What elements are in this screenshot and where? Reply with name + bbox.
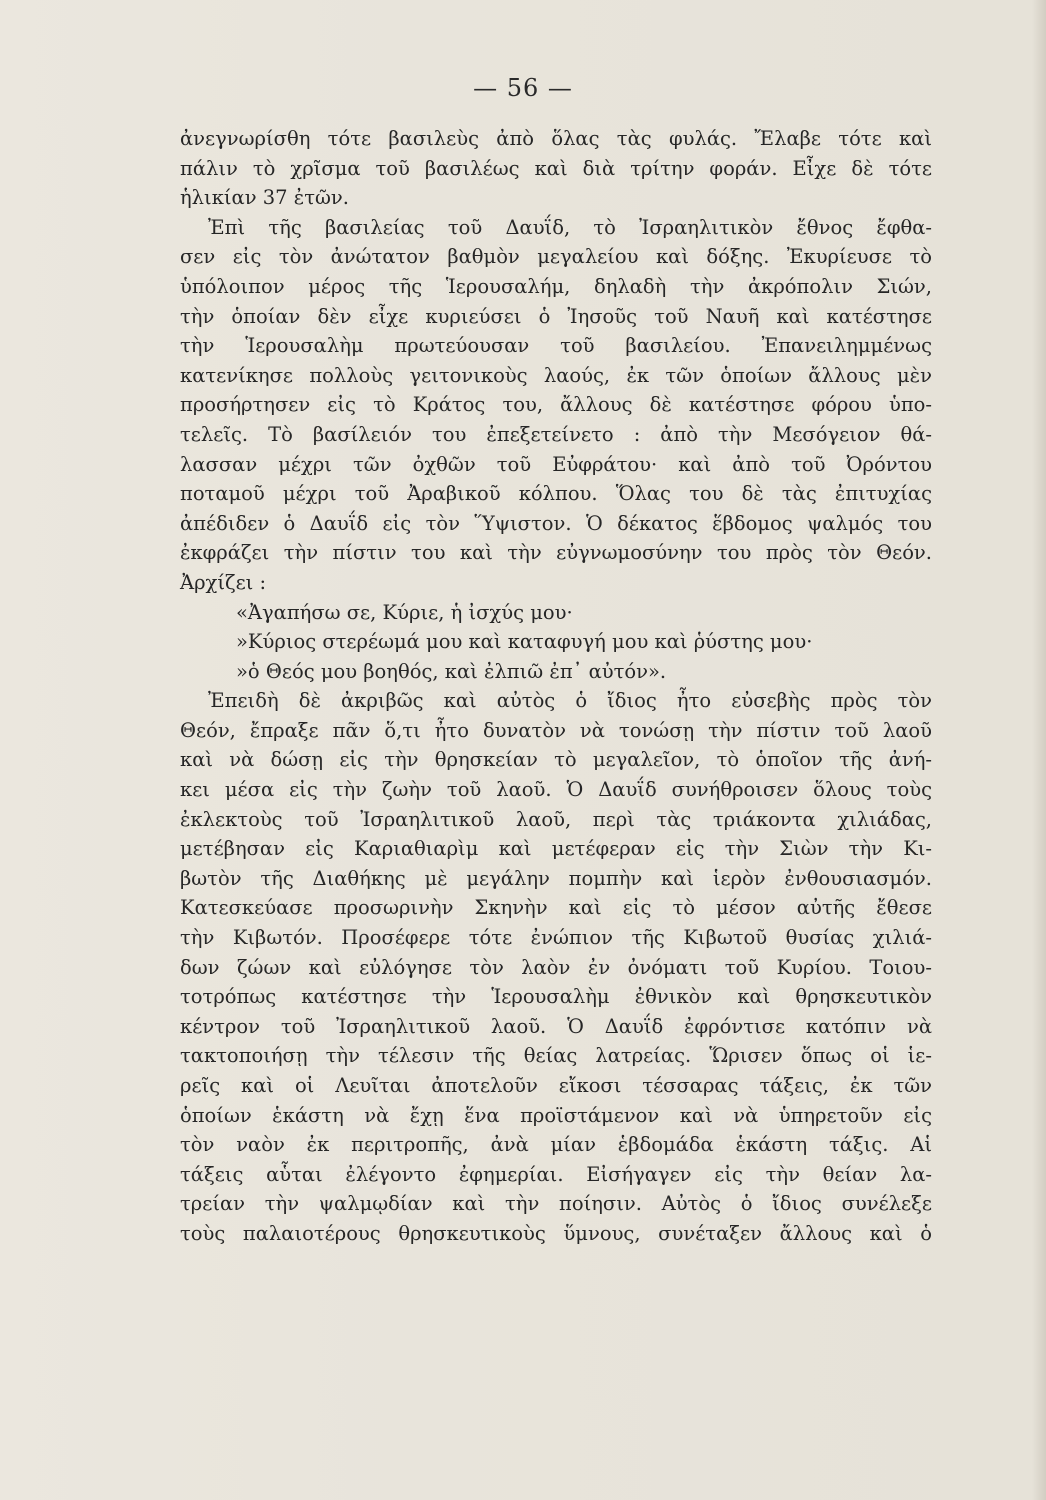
text-line: Ἀρχίζει :: [180, 570, 267, 594]
text-line: δων ζώων καὶ εὐλόγησε τὸν λαὸν ἐν ὀνόματι τοῦ Κυρίου. Τοιου-: [180, 955, 932, 979]
text-line: τὴν Ἱερουσαλὴμ πρωτεύουσαν τοῦ βασιλείου. Ἐπανειλημμένως: [180, 334, 932, 358]
text-line: τὴν Κιβωτόν. Προσέφερε τότε ἐνώπιον τῆς Κιβωτοῦ θυσίας χιλιά-: [180, 926, 932, 950]
text-line: καὶ νὰ δώσῃ εἰς τὴν θρησκείαν τὸ μεγαλεῖον, τὸ ὁποῖον τῆς ἀνή-: [180, 748, 932, 772]
text-line: κει μέσα εἰς τὴν ζωὴν τοῦ λαοῦ. Ὁ Δαυΐδ συνήθροισεν ὅλους τοὺς: [180, 778, 932, 802]
text-line: τακτοποιήσῃ τὴν τέλεσιν τῆς θείας λατρείας. Ὥρισεν ὅπως οἱ ἱε-: [180, 1044, 932, 1068]
text-line: ἐκφράζει τὴν πίστιν του καὶ τὴν εὐγνωμοσύνην του πρὸς τὸν Θεόν.: [180, 541, 932, 565]
text-line: προσήρτησεν εἰς τὸ Κράτος του, ἄλλους δὲ κατέστησε φόρου ὑπο-: [180, 393, 932, 417]
body-text: [180, 124, 932, 1249]
text-line: Κατεσκεύασε προσωρινὴν Σκηνὴν καὶ εἰς τὸ μέσον αὐτῆς ἔθεσε: [180, 896, 932, 920]
text-line: τελεῖς. Τὸ βασίλειόν του ἐπεξετείνετο : ἀπὸ τὴν Μεσόγειον θά-: [180, 422, 932, 446]
text-line: τρείαν τὴν ψαλμῳδίαν καὶ τὴν ποίησιν. Αὐτὸς ὁ ἴδιος συνέλεξε: [180, 1192, 932, 1216]
text-line: ποταμοῦ μέχρι τοῦ Ἀραβικοῦ κόλπου. Ὅλας του δὲ τὰς ἐπιτυχίας: [180, 482, 932, 506]
text-line: ἡλικίαν 37 ἐτῶν.: [180, 186, 349, 210]
text-line: σεν εἰς τὸν ἀνώτατον βαθμὸν μεγαλείου καὶ δόξης. Ἐκυρίευσε τὸ: [180, 245, 932, 269]
text-line: βωτὸν τῆς Διαθήκης μὲ μεγάλην πομπὴν καὶ ἱερὸν ἐνθουσιασμόν.: [180, 866, 932, 890]
text-line: πάλιν τὸ χρῖσμα τοῦ βασιλέως καὶ διὰ τρίτην φοράν. Εἶχε δὲ τότε: [180, 156, 932, 180]
text-line: τὴν ὁποίαν δὲν εἶχε κυριεύσει ὁ Ἰησοῦς τοῦ Ναυῆ καὶ κατέστησε: [180, 304, 932, 328]
text-line: τάξεις αὗται ἐλέγοντο ἐφημερίαι. Εἰσήγαγεν εἰς τὴν θείαν λα-: [180, 1162, 932, 1186]
page-edge-shadow: [1032, 0, 1046, 1500]
text-line: »Κύριος στερέωμά μου καὶ καταφυγή μου καὶ ῥύστης μου·: [236, 630, 813, 654]
text-line: ἀνεγνωρίσθη τότε βασιλεὺς ἀπὸ ὅλας τὰς φυλάς. Ἔλαβε τότε καὶ: [180, 127, 932, 150]
text-line: τοὺς παλαιοτέρους θρησκευτικοὺς ὕμνους, συνέταξεν ἄλλους καὶ ὁ: [180, 1221, 932, 1245]
text-line: κατενίκησε πολλοὺς γειτονικοὺς λαούς, ἐκ τῶν ὁποίων ἄλλους μὲν: [180, 363, 932, 387]
text-line: »ὁ Θεός μου βοηθός, καὶ ἐλπιῶ ἐπ᾽ αὐτόν».: [236, 659, 667, 683]
page-number: — 56 —: [473, 74, 573, 102]
text-line: «Ἀγαπήσω σε, Κύριε, ἡ ἰσχύς μου·: [236, 600, 573, 624]
text-line: τὸν ναὸν ἐκ περιτροπῆς, ἀνὰ μίαν ἑβδομάδα ἑκάστη τάξις. Αἱ: [180, 1133, 932, 1157]
page-number-header: [0, 74, 1046, 102]
text-line: Θεόν, ἔπραξε πᾶν ὅ,τι ἦτο δυνατὸν νὰ τονώσῃ τὴν πίστιν τοῦ λαοῦ: [180, 718, 932, 742]
text-line: ρεῖς καὶ οἱ Λευῖται ἀποτελοῦν εἴκοσι τέσσαρας τάξεις, ἐκ τῶν: [180, 1074, 932, 1097]
text-line: λασσαν μέχρι τῶν ὀχθῶν τοῦ Εὐφράτου· καὶ ἀπὸ τοῦ Ὀρόντου: [180, 452, 932, 476]
text-line: ὁποίων ἑκάστη νὰ ἔχῃ ἕνα προϊστάμενον καὶ νὰ ὑπηρετοῦν εἰς: [180, 1103, 932, 1127]
text-line: τοτρόπως κατέστησε τὴν Ἱερουσαλὴμ ἐθνικὸν καὶ θρησκευτικὸν: [180, 985, 932, 1009]
text-line: ἐκλεκτοὺς τοῦ Ἰσραηλιτικοῦ λαοῦ, περὶ τὰς τριάκοντα χιλιάδας,: [180, 807, 932, 831]
text-line: ὑπόλοιπον μέρος τῆς Ἱερουσαλήμ, δηλαδὴ τὴν ἀκρόπολιν Σιών,: [180, 274, 932, 298]
text-line: Ἐπὶ τῆς βασιλείας τοῦ Δαυΐδ, τὸ Ἰσραηλιτικὸν ἔθνος ἔφθα-: [208, 215, 932, 239]
text-line: κέντρον τοῦ Ἰσραηλιτικοῦ λαοῦ. Ὁ Δαυΐδ ἐφρόντισε κατόπιν νὰ: [180, 1014, 932, 1038]
text-line: Ἐπειδὴ δὲ ἀκριβῶς καὶ αὐτὸς ὁ ἴδιος ἦτο εὐσεβὴς πρὸς τὸν: [208, 689, 932, 713]
text-line: ἀπέδιδεν ὁ Δαυΐδ εἰς τὸν Ὕψιστον. Ὁ δέκατος ἕβδομος ψαλμός του: [180, 511, 932, 535]
text-line: μετέβησαν εἰς Καριαθιαρὶμ καὶ μετέφεραν εἰς τὴν Σιὼν τὴν Κι-: [180, 837, 932, 861]
